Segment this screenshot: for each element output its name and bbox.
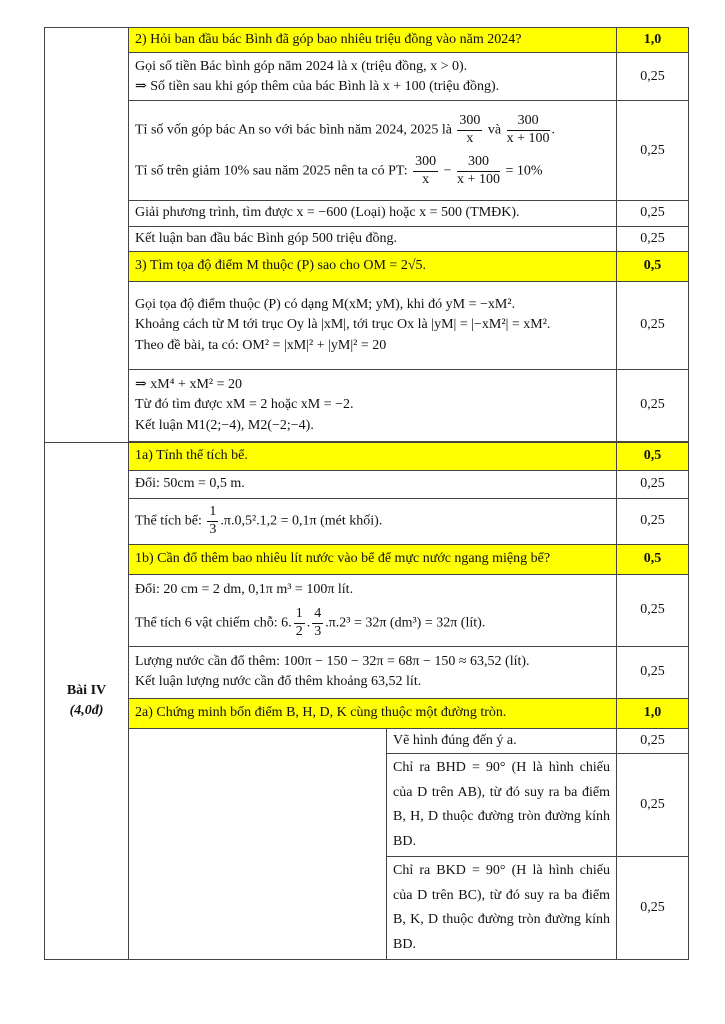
q2-step-2: Tỉ số vốn góp bác An so với bác bình năm 2024, 2025 là $\frac{300}{x}$ và $\frac{300}{x + 100}$ . Tỉ số trên giảm 10% sau năm 2025 nên ta có PT: $\frac{300}{x}$ − $\frac{300}{x + 100}$ = 10% xyxy=(129,101,617,201)
q2-header-score: 1,0 xyxy=(617,28,689,53)
b4-1a-step-2: Thể tích bể: $\frac{1}{3}$ .π.0,5².1,2 = 0,1π (mét khối). xyxy=(129,498,617,544)
q2-step-4: Kết luận ban đầu bác Bình góp 500 triệu đồng. xyxy=(129,226,617,251)
b4-2a-step-3: Chỉ ra BKD = 90° (H là hình chiếu của D trên BC), từ đó suy ra ba điểm B, K, D thuộc đường tròn đường kính BD. xyxy=(387,857,617,960)
b4-2a-step-2: Chỉ ra BHD = 90° (H là hình chiếu của D trên AB), từ đó suy ra ba điểm B, H, D thuộc đường tròn đường kính BD. xyxy=(387,754,617,857)
q3-step-2-score: 0,25 xyxy=(617,369,689,441)
q2-step-3-score: 0,25 xyxy=(617,201,689,226)
q2-step-2-score: 0,25 xyxy=(617,101,689,201)
q3-header-score: 0,5 xyxy=(617,251,689,281)
b4-1a-step-2-score: 0,25 xyxy=(617,498,689,544)
fraction-300-x100: $\frac{300}{x + 100}$ xyxy=(506,113,550,146)
b4-2a-step-1-score: 0,25 xyxy=(617,728,689,753)
b4-1a-header: 1a) Tính thể tích bể. xyxy=(129,442,617,470)
q3-step-1: Gọi tọa độ điểm thuộc (P) có dạng M(xM; yM), khi đó yM = −xM². Khoảng cách từ M tới trục Oy là |xM|, tới trục Ox là |yM| = |−xM²| = xM². Theo đề bài, ta có: OM² = |xM|² + |yM|² = 20 xyxy=(129,281,617,369)
q2-step-1: Gọi số tiền Bác bình góp năm 2024 là x (triệu đồng, x > 0). ⇒ Số tiền sau khi góp thêm của bác Bình là x + 100 (triệu đồng). xyxy=(129,53,617,101)
b4-2a-header: 2a) Chứng minh bốn điểm B, H, D, K cùng thuộc một đường tròn. xyxy=(129,698,617,728)
q3-step-2: ⇒ xM⁴ + xM² = 20 Từ đó tìm được xM = 2 hoặc xM = −2. Kết luận M1(2;−4), M2(−2;−4). xyxy=(129,369,617,441)
b4-1b-step-1-score: 0,25 xyxy=(617,574,689,646)
answer-table xyxy=(44,27,689,960)
b4-1b-header: 1b) Cần đổ thêm bao nhiêu lít nước vào bể để mực nước ngang miệng bể? xyxy=(129,544,617,574)
figure-area xyxy=(129,728,387,959)
b4-1b-step-2-score: 0,25 xyxy=(617,646,689,698)
section-cell-top xyxy=(45,28,129,443)
b4-1b-header-score: 0,5 xyxy=(617,544,689,574)
section-points: (4,0đ) xyxy=(69,703,104,719)
b4-1a-header-score: 0,5 xyxy=(617,442,689,470)
b4-2a-step-1: Vẽ hình đúng đến ý a. xyxy=(387,728,617,753)
b4-2a-step-2-score: 0,25 xyxy=(617,754,689,857)
b4-1a-step-1: Đổi: 50cm = 0,5 m. xyxy=(129,470,617,498)
q2-header: 2) Hỏi ban đầu bác Bình đã góp bao nhiêu triệu đồng vào năm 2024? xyxy=(129,28,617,53)
b4-1b-step-2: Lượng nước cần đổ thêm: 100π − 150 − 32π = 68π − 150 ≈ 63,52 (lít). Kết luận lượng nước cần đổ thêm khoảng 63,52 lít. xyxy=(129,646,617,698)
b4-2a-header-score: 1,0 xyxy=(617,698,689,728)
section-title: Bài IV xyxy=(66,682,107,698)
b4-1a-step-1-score: 0,25 xyxy=(617,470,689,498)
q3-step-1-score: 0,25 xyxy=(617,281,689,369)
q2-step-3: Giải phương trình, tìm được x = −600 (Loại) hoặc x = 500 (TMĐK). xyxy=(129,201,617,226)
fraction-300-x: $\frac{300}{x}$ xyxy=(459,113,481,146)
section-label xyxy=(45,442,129,959)
b4-1b-step-1: Đổi: 20 cm = 2 dm, 0,1π m³ = 100π lít. Thể tích 6 vật chiếm chỗ: 6. $\frac{1}{2}$ . $\frac{4}{3}$ .π.2³ = 32π (dm³) = 32π (lít). xyxy=(129,574,617,646)
q2-step-1-score: 0,25 xyxy=(617,53,689,101)
b4-2a-step-3-score: 0,25 xyxy=(617,857,689,960)
q2-step-4-score: 0,25 xyxy=(617,226,689,251)
q3-header: 3) Tìm tọa độ điểm M thuộc (P) sao cho OM = 2√5. xyxy=(129,251,617,281)
